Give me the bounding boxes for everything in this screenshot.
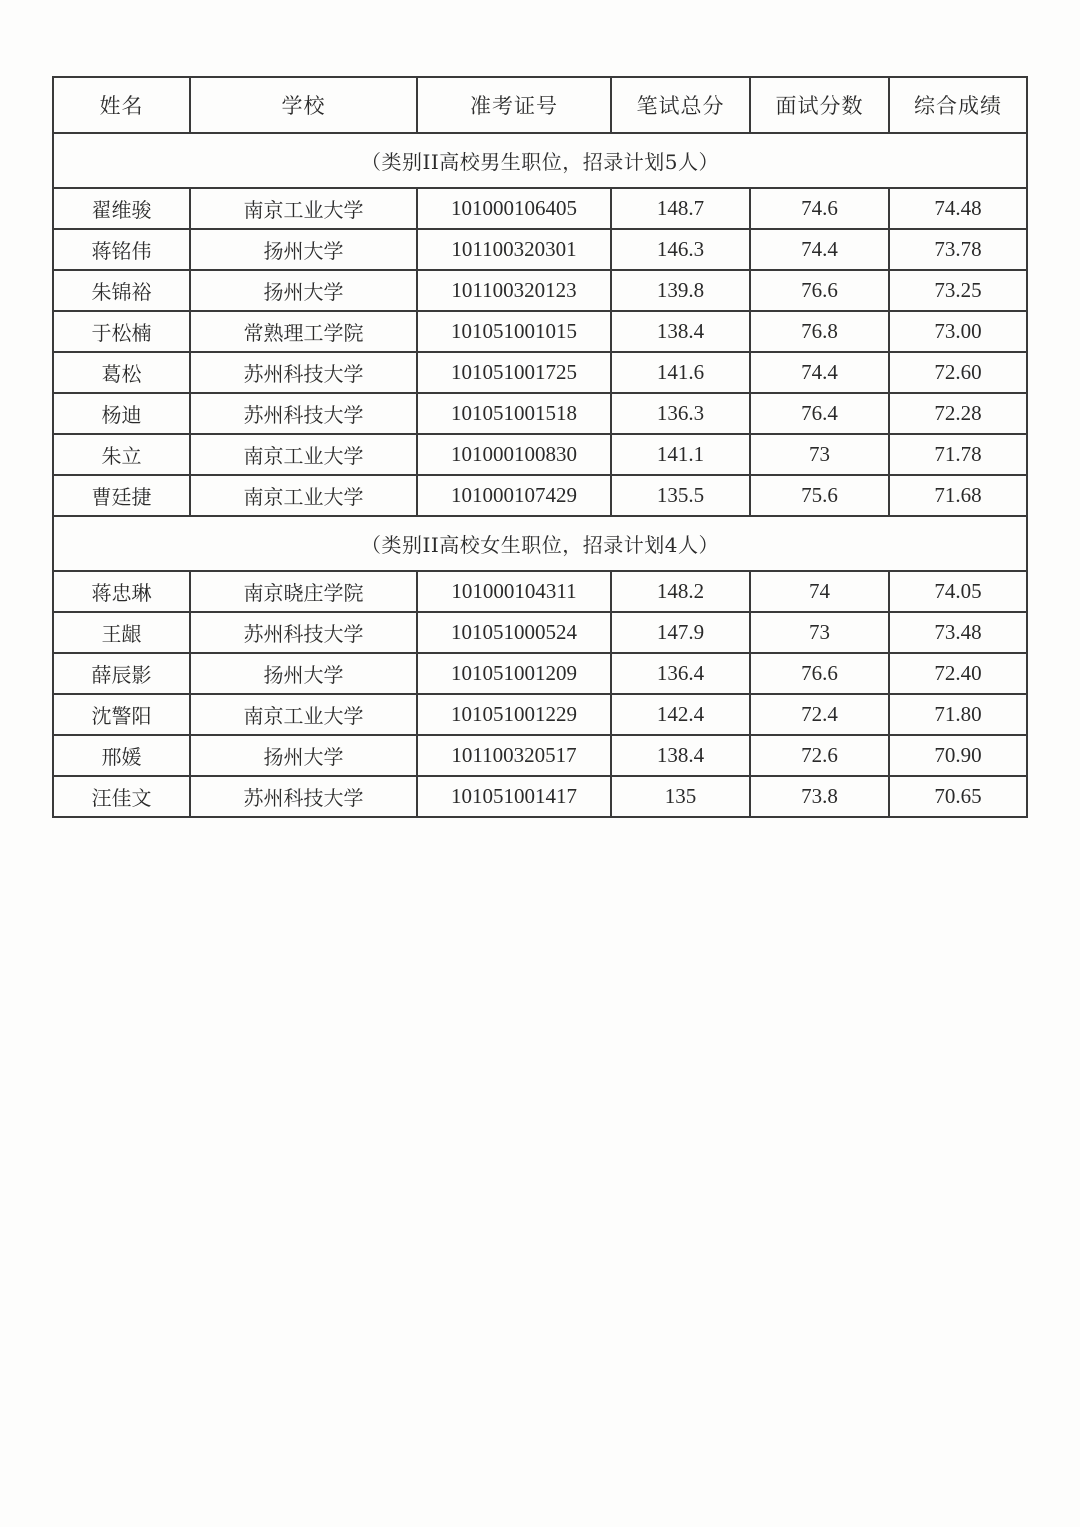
table-row — [53, 393, 1027, 434]
table-row — [53, 653, 1027, 694]
cell-school: 南京工业大学 — [190, 188, 417, 229]
cell-total-score: 70.65 — [889, 776, 1027, 817]
cell-school: 南京工业大学 — [190, 434, 417, 475]
cell-total-score: 71.68 — [889, 475, 1027, 516]
cell-exam-id: 101000106405 — [417, 188, 611, 229]
cell-written-score: 141.1 — [611, 434, 750, 475]
header-name: 姓名 — [53, 77, 190, 133]
cell-written-score: 139.8 — [611, 270, 750, 311]
cell-name: 曹廷捷 — [53, 475, 190, 516]
group-caption: （类别II高校女生职位，招录计划4人） — [53, 516, 1027, 571]
cell-total-score: 72.40 — [889, 653, 1027, 694]
cell-school: 扬州大学 — [190, 735, 417, 776]
cell-written-score: 147.9 — [611, 612, 750, 653]
cell-exam-id: 101051001518 — [417, 393, 611, 434]
header-school: 学校 — [190, 77, 417, 133]
cell-exam-id: 101100320123 — [417, 270, 611, 311]
cell-written-score: 146.3 — [611, 229, 750, 270]
cell-name: 沈警阳 — [53, 694, 190, 735]
cell-total-score: 73.00 — [889, 311, 1027, 352]
score-table — [52, 76, 1028, 818]
cell-written-score: 136.4 — [611, 653, 750, 694]
cell-total-score: 71.80 — [889, 694, 1027, 735]
cell-total-score: 73.78 — [889, 229, 1027, 270]
cell-total-score: 72.28 — [889, 393, 1027, 434]
cell-exam-id: 101051001725 — [417, 352, 611, 393]
table-row — [53, 311, 1027, 352]
cell-exam-id: 101051000524 — [417, 612, 611, 653]
cell-school: 南京工业大学 — [190, 475, 417, 516]
group-caption: （类别II高校男生职位，招录计划5人） — [53, 133, 1027, 188]
cell-name: 翟维骏 — [53, 188, 190, 229]
table-row — [53, 694, 1027, 735]
group-caption-row — [53, 133, 1027, 188]
table-row — [53, 612, 1027, 653]
cell-written-score: 142.4 — [611, 694, 750, 735]
cell-exam-id: 101051001417 — [417, 776, 611, 817]
cell-written-score: 136.3 — [611, 393, 750, 434]
cell-interview-score: 72.4 — [750, 694, 889, 735]
cell-school: 扬州大学 — [190, 270, 417, 311]
cell-school: 苏州科技大学 — [190, 352, 417, 393]
table-row — [53, 475, 1027, 516]
cell-total-score: 74.05 — [889, 571, 1027, 612]
cell-name: 朱立 — [53, 434, 190, 475]
header-interview-score: 面试分数 — [750, 77, 889, 133]
cell-interview-score: 74.4 — [750, 352, 889, 393]
cell-name: 杨迪 — [53, 393, 190, 434]
cell-name: 蒋铭伟 — [53, 229, 190, 270]
cell-written-score: 148.7 — [611, 188, 750, 229]
cell-interview-score: 74.4 — [750, 229, 889, 270]
cell-written-score: 135 — [611, 776, 750, 817]
cell-school: 苏州科技大学 — [190, 393, 417, 434]
cell-interview-score: 76.4 — [750, 393, 889, 434]
cell-written-score: 141.6 — [611, 352, 750, 393]
cell-school: 苏州科技大学 — [190, 612, 417, 653]
cell-interview-score: 73 — [750, 612, 889, 653]
cell-interview-score: 75.6 — [750, 475, 889, 516]
table-row — [53, 776, 1027, 817]
header-written-score: 笔试总分 — [611, 77, 750, 133]
cell-exam-id: 101051001015 — [417, 311, 611, 352]
cell-interview-score: 72.6 — [750, 735, 889, 776]
group-caption-row — [53, 516, 1027, 571]
cell-name: 朱锦裕 — [53, 270, 190, 311]
table-row — [53, 571, 1027, 612]
table-row — [53, 188, 1027, 229]
cell-interview-score: 74.6 — [750, 188, 889, 229]
cell-exam-id: 101000107429 — [417, 475, 611, 516]
cell-total-score: 70.90 — [889, 735, 1027, 776]
table-row — [53, 735, 1027, 776]
cell-total-score: 72.60 — [889, 352, 1027, 393]
header-row — [53, 77, 1027, 133]
cell-written-score: 135.5 — [611, 475, 750, 516]
table-row — [53, 229, 1027, 270]
cell-name: 薛辰影 — [53, 653, 190, 694]
cell-school: 常熟理工学院 — [190, 311, 417, 352]
cell-interview-score: 76.6 — [750, 653, 889, 694]
table-row — [53, 434, 1027, 475]
cell-interview-score: 73.8 — [750, 776, 889, 817]
cell-name: 蒋忠琳 — [53, 571, 190, 612]
cell-name: 王龈 — [53, 612, 190, 653]
cell-school: 扬州大学 — [190, 653, 417, 694]
cell-total-score: 71.78 — [889, 434, 1027, 475]
cell-interview-score: 76.6 — [750, 270, 889, 311]
cell-written-score: 138.4 — [611, 735, 750, 776]
cell-total-score: 73.25 — [889, 270, 1027, 311]
cell-name: 汪佳文 — [53, 776, 190, 817]
table-row — [53, 352, 1027, 393]
cell-exam-id: 101100320517 — [417, 735, 611, 776]
cell-exam-id: 101100320301 — [417, 229, 611, 270]
cell-total-score: 73.48 — [889, 612, 1027, 653]
cell-name: 葛松 — [53, 352, 190, 393]
cell-exam-id: 101051001229 — [417, 694, 611, 735]
cell-interview-score: 74 — [750, 571, 889, 612]
cell-name: 于松楠 — [53, 311, 190, 352]
header-total-score: 综合成绩 — [889, 77, 1027, 133]
cell-school: 南京晓庄学院 — [190, 571, 417, 612]
cell-exam-id: 101051001209 — [417, 653, 611, 694]
cell-exam-id: 101000100830 — [417, 434, 611, 475]
cell-written-score: 148.2 — [611, 571, 750, 612]
cell-exam-id: 101000104311 — [417, 571, 611, 612]
cell-interview-score: 76.8 — [750, 311, 889, 352]
cell-school: 南京工业大学 — [190, 694, 417, 735]
cell-written-score: 138.4 — [611, 311, 750, 352]
cell-name: 邢媛 — [53, 735, 190, 776]
table-body — [53, 133, 1027, 817]
header-exam-id: 准考证号 — [417, 77, 611, 133]
cell-interview-score: 73 — [750, 434, 889, 475]
cell-total-score: 74.48 — [889, 188, 1027, 229]
table-row — [53, 270, 1027, 311]
table-header — [53, 77, 1027, 133]
cell-school: 扬州大学 — [190, 229, 417, 270]
cell-school: 苏州科技大学 — [190, 776, 417, 817]
